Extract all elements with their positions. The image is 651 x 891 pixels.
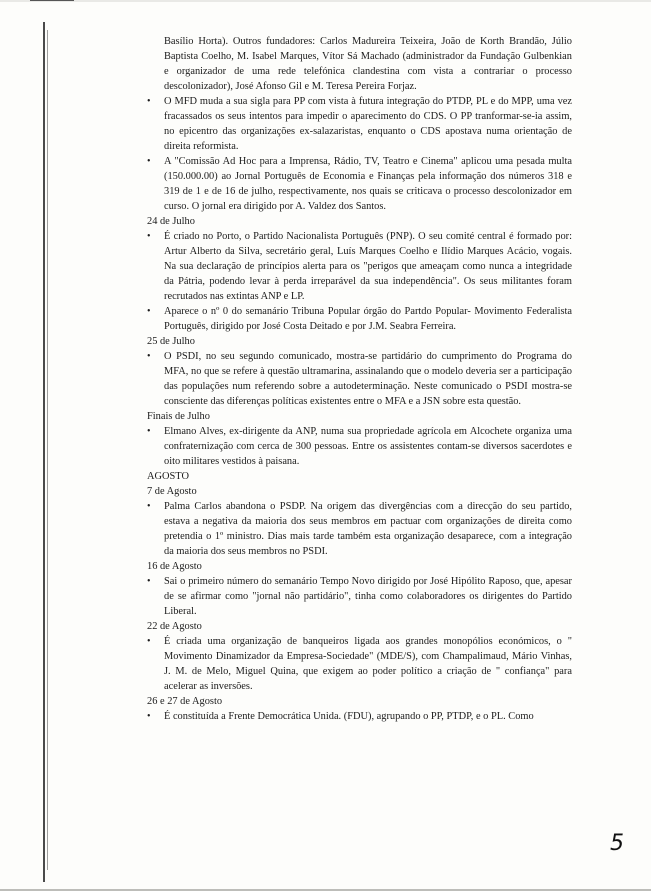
date-heading: 25 de Julho	[147, 336, 195, 347]
list-item: • O PSDI, no seu segundo comunicado, mostra-se partidário do cumprimento do Programa do MFA, no que se refere à questão ultramarina, assinalando que o modelo deveria ser a participação das populações num referendo sobre a autodeterminação. Neste comunicado o PSDI mostra-se consciente das diferenças políticas existentes entre o MFA e a JSN sobre esta questão.	[147, 349, 572, 409]
list-item: • É constituída a Frente Democrática Unida. (FDU), agrupando o PP, PTDP, e o PL. Como	[147, 709, 572, 724]
list-item: • Palma Carlos abandona o PSDP. Na origem das divergências com a direcção do seu partido, estava a negativa da maioria dos seus membros em pactuar com organizações de direita como pretendia o 1º ministro. Dias mais tarde também esta organização desaparece, com a integração da maioria dos seus membros no PSDI.	[147, 499, 572, 559]
date-heading: 16 de Agosto	[147, 561, 202, 572]
date-heading: Finais de Julho	[147, 411, 210, 422]
list-item: • A "Comissão Ad Hoc para a Imprensa, Rádio, TV, Teatro e Cinema" aplicou uma pesada multa (150.000.00) ao Jornal Português de Economia e Finanças pela informação dos números 318 e 319 de 1 e de 16 de julho, respectivamente, nos quais se criticava o processo descolonizador em curso. O jornal era dirigido por A. Valdez dos Santos.	[147, 154, 572, 214]
list-item: • O MFD muda a sua sigla para PP com vista à futura integração do PTDP, PL e do MPP, uma vez fracassados os seus intentos para impedir o aparecimento do CDS. O PP tranformar-se-ia assim, no epicentro das organizações ex-salazaristas, enquanto o CDS apostava numa orientação de direita reformista.	[147, 94, 572, 154]
scan-corner-mark	[30, 0, 74, 1]
page-number: 5	[610, 831, 624, 856]
list-item: • É criada uma organização de banqueiros ligada aos grandes monopólios económicos, o " Movimento Dinamizador da Empresa-Sociedade" (MDE/S), com Champalimaud, Mário Vinhas, J. M. de Melo, Miguel Quina, que exigem ao poder político a criação de " confiança" para acelerar as inversões.	[147, 634, 572, 694]
date-heading: 24 de Julho	[147, 216, 195, 227]
date-heading: 7 de Agosto	[147, 486, 197, 497]
binding-margin-shadow	[47, 30, 48, 870]
list-item: • Aparece o nº 0 do semanário Tribuna Popular órgão do Partdo Popular- Movimento Federalista Português, dirigido por José Costa Deitado e por J.M. Seabra Ferreira.	[147, 304, 572, 334]
list-item: • Elmano Alves, ex-dirigente da ANP, numa sua propriedade agrícola em Alcochete organiza uma confraternização com cerca de 300 pessoas. Entre os assistentes contam-se diversos sacerdotes e oito militares vestidos à paisana.	[147, 424, 572, 469]
month-heading: AGOSTO	[147, 471, 189, 482]
date-heading: 22 de Agosto	[147, 621, 202, 632]
date-heading: 26 e 27 de Agosto	[147, 696, 223, 707]
page-text	[147, 34, 572, 724]
list-item: • Sai o primeiro número do semanário Tempo Novo dirigido por José Hipólito Raposo, que, apesar de se afirmar como "jornal não partidário", tinha como colaboradores os dirigentes do Partido Liberal.	[147, 574, 572, 619]
continued-paragraph: Basílio Horta). Outros fundadores: Carlos Madureira Teixeira, João de Korth Brandão, Júlio Baptista Coelho, M. Isabel Marques, Vítor Sá Machado (administrador da Fundação Gulbenkian e organizador de uma rede telefónica clandestina com vista a contrariar o processo descolonizador), José Afonso Gil e M. Teresa Pereira Forjaz.	[164, 36, 572, 92]
scan-top-edge	[0, 0, 651, 2]
list-item: • É criado no Porto, o Partido Nacionalista Português (PNP). O seu comité central é formado por: Artur Alberto da Silva, secretário geral, Luís Marques Coelho e Ilídio Marques Acácio, vogais. Na sua declaração de princípios alerta para os "perigos que ameaçam como nunca a integridade da Pátria, podendo levar à perda irreparável da sua independência". Os seus militantes foram recrutados nas extintas ANP e LP.	[147, 229, 572, 304]
binding-margin-line	[43, 22, 45, 882]
